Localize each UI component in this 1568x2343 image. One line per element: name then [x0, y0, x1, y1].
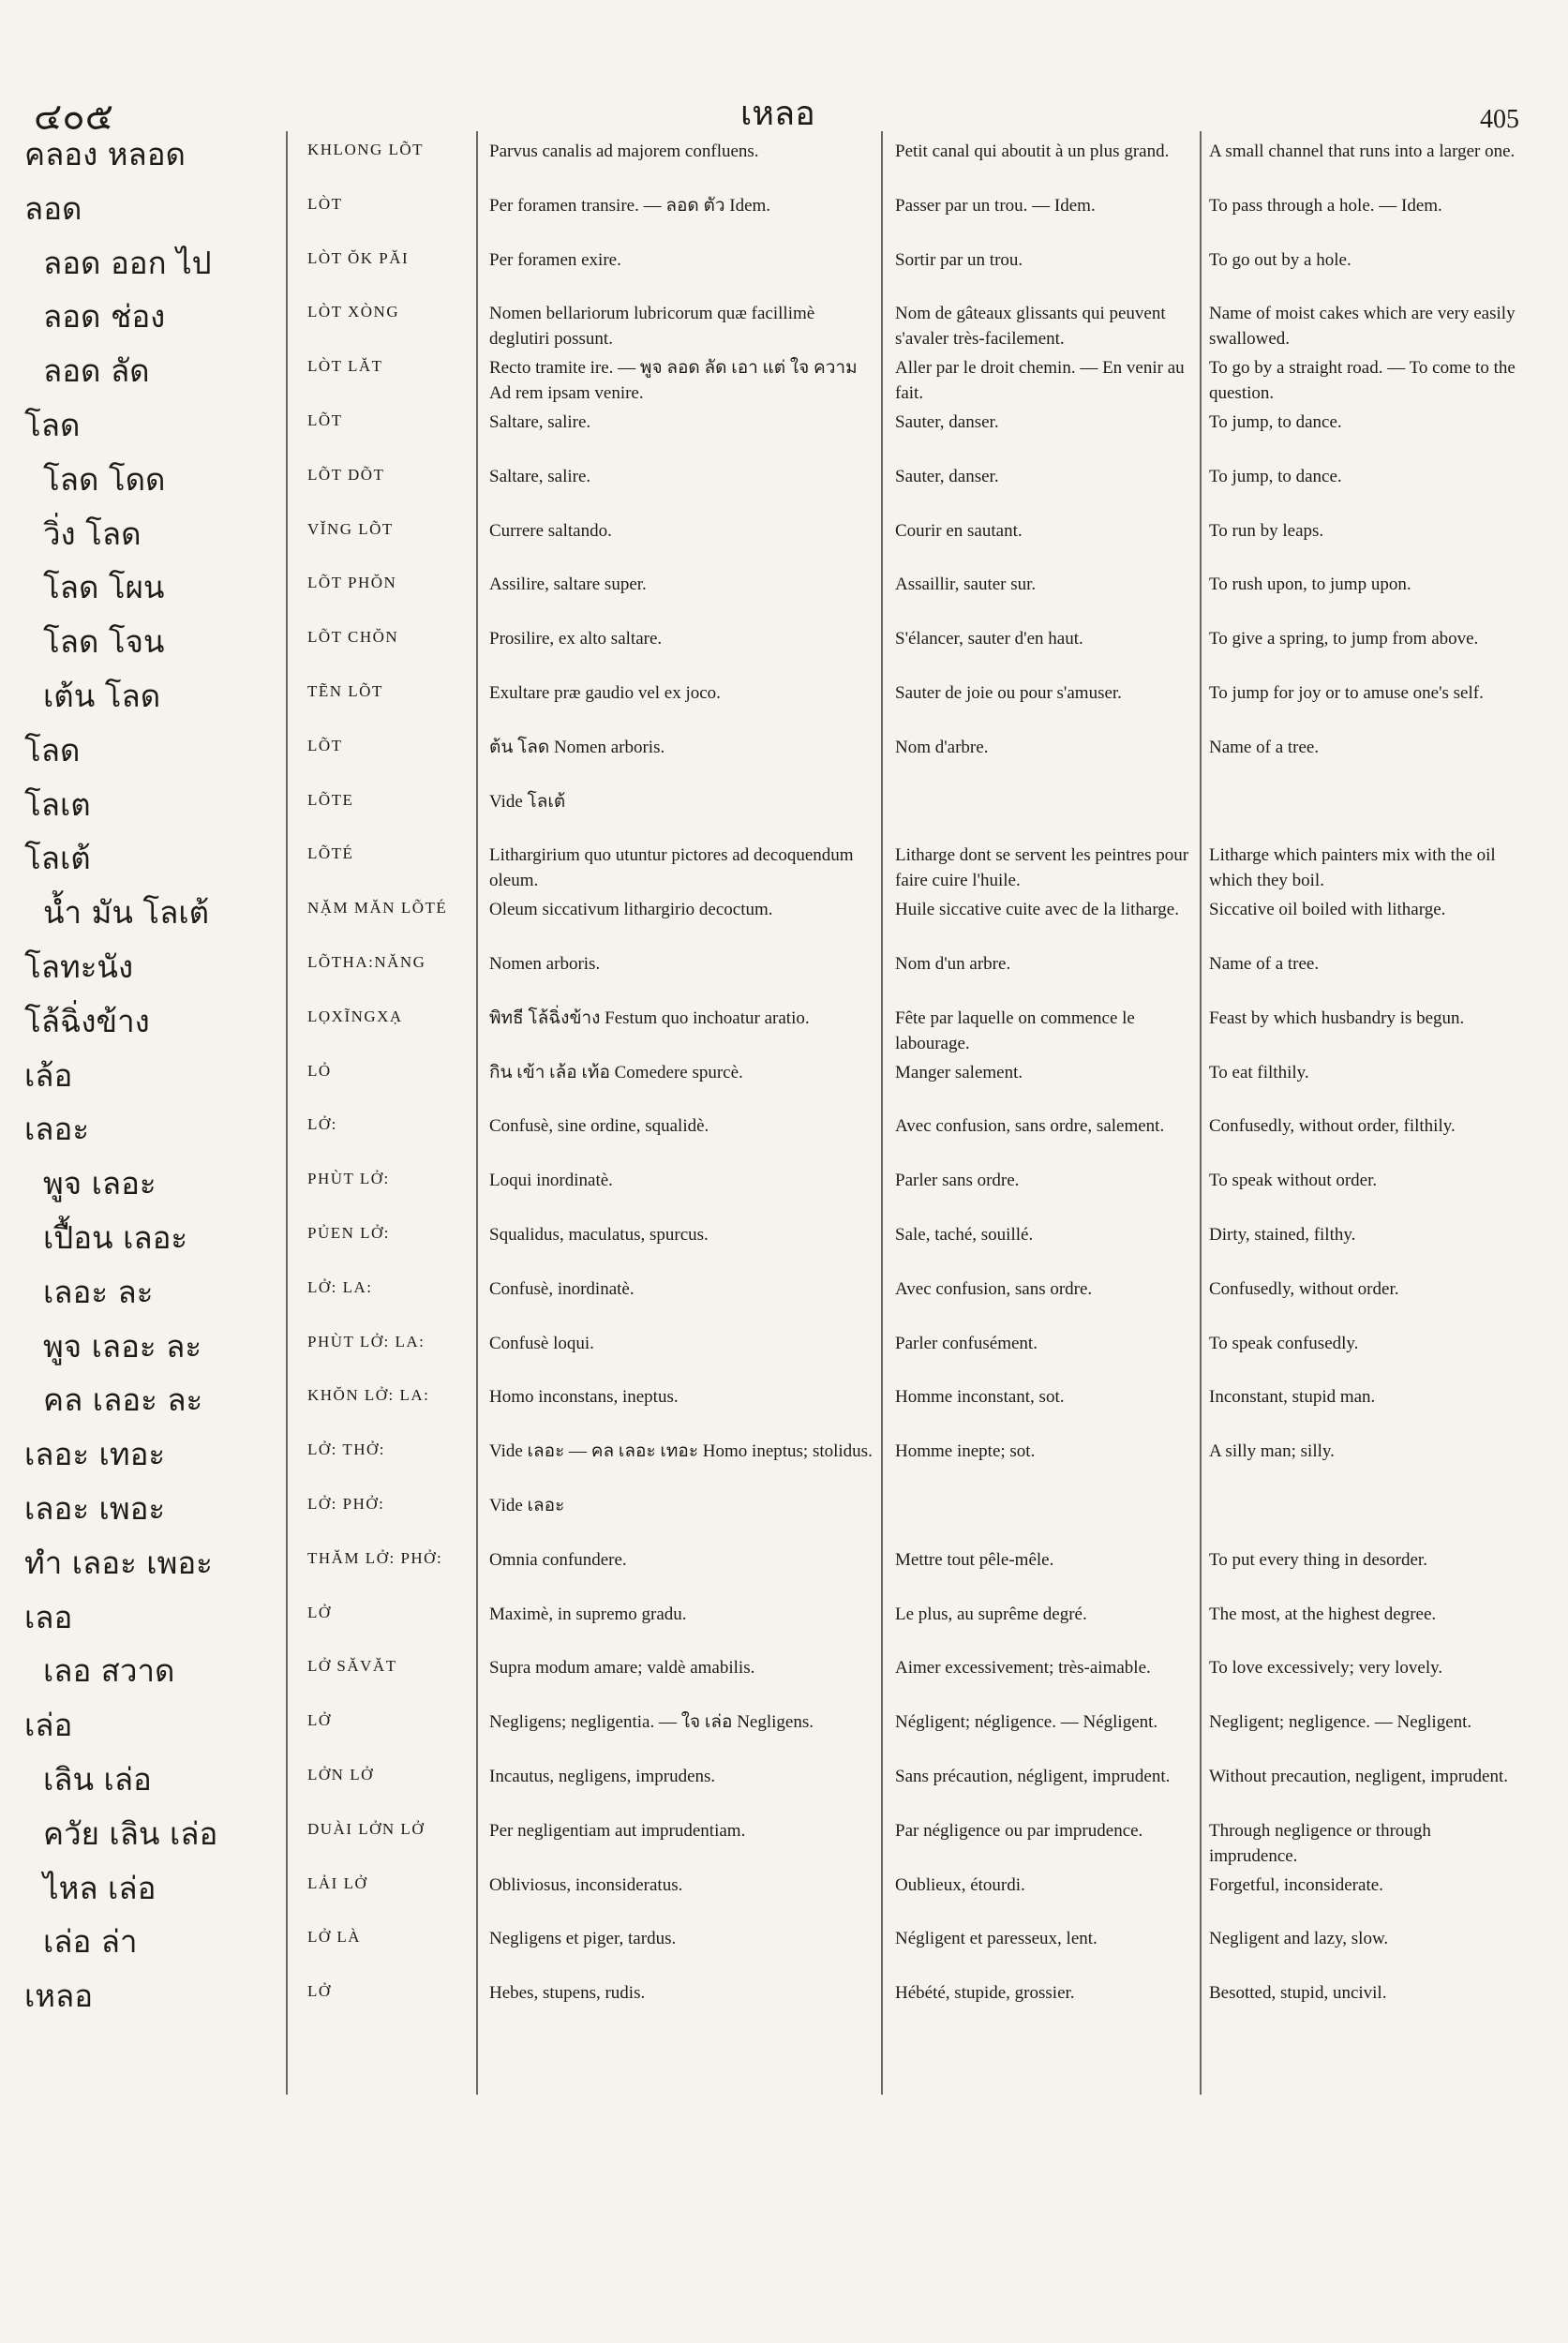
romanization: DUÀI LỞN LỞ	[307, 1819, 426, 1838]
romanization: LÒT ŎK PĂI	[307, 248, 410, 267]
dictionary-entry	[0, 780, 1568, 834]
english-definition: To go out by a hole.	[1209, 249, 1351, 270]
dictionary-entry	[0, 1484, 1568, 1538]
thai-headword: น้ำ มัน โลเต้	[43, 894, 210, 932]
french-definition: Nom de gâteaux glissants qui peuvent s'avaler très-facilement.	[895, 304, 1166, 350]
romanization: LÒT LĂT	[307, 357, 383, 376]
dictionary-entry	[0, 833, 1568, 891]
english-definition: To go by a straight road. — To come to the question.	[1209, 358, 1516, 404]
latin-definition: Omnia confundere.	[489, 1549, 627, 1570]
romanization: LÕT DÕT	[307, 465, 385, 484]
latin-definition: Nomen bellariorum lubricorum quæ facillimè deglutiri possunt.	[489, 304, 815, 350]
dictionary-entry	[0, 400, 1568, 455]
english-definition: Negligent; negligence. — Negligent.	[1209, 1712, 1472, 1733]
english-definition: Confusedly, without order.	[1209, 1278, 1399, 1299]
romanization: KHŎN LỞ: LA:	[307, 1386, 430, 1405]
english-definition: Name of moist cakes which are very easily swallowed.	[1209, 304, 1516, 350]
latin-definition: Nomen arboris.	[489, 954, 601, 974]
thai-headword: คลอง หลอด	[24, 136, 186, 172]
dictionary-entry	[0, 129, 1568, 184]
english-definition: To speak without order.	[1209, 1171, 1378, 1191]
romanization: THĂM LỞ: PHỞ:	[307, 1548, 443, 1567]
page-number: 405	[1480, 105, 1519, 134]
latin-definition: Squalidus, maculatus, spurcus.	[489, 1225, 709, 1245]
english-definition: Confusedly, without order, filthily.	[1209, 1116, 1456, 1137]
french-definition: Sauter, danser.	[895, 466, 999, 486]
romanization: VǏNG LÕT	[307, 519, 394, 538]
thai-headword: ควัย เลิน เล่อ	[43, 1814, 218, 1852]
french-definition: Huile siccative cuite avec de la litharge.	[895, 900, 1179, 920]
thai-headword: เลอ สวาด	[43, 1652, 175, 1690]
french-definition: Oublieux, étourdi.	[895, 1874, 1025, 1895]
romanization: TẼN LÕT	[307, 682, 383, 700]
latin-definition: Confusè, sine ordine, squalidè.	[489, 1116, 709, 1137]
romanization: LỌXĨNGXẠ	[307, 1007, 403, 1025]
french-definition: Avec confusion, sans ordre, salement.	[895, 1116, 1165, 1137]
english-definition: Siccative oil boiled with litharge.	[1209, 900, 1446, 920]
english-definition: A silly man; silly.	[1209, 1441, 1335, 1462]
latin-definition: Per foramen exire.	[489, 249, 621, 270]
dictionary-entry	[0, 1971, 1568, 2025]
english-definition: To love excessively; very lovely.	[1209, 1658, 1443, 1679]
english-definition: Name of a tree.	[1209, 737, 1320, 757]
thai-headword: คล เลอะ ละ	[43, 1381, 203, 1419]
thai-headword: ไหล เล่อ	[43, 1869, 157, 1906]
french-definition: Sauter de joie ou pour s'amuser.	[895, 683, 1122, 703]
french-definition: Litharge dont se servent les peintres pour faire cuire l'huile.	[895, 845, 1189, 891]
dictionary-entry	[0, 888, 1568, 942]
english-definition: To jump for joy or to amuse one's self.	[1209, 683, 1484, 703]
romanization: PHÙT LỞ: LA:	[307, 1332, 426, 1351]
dictionary-entry	[0, 1213, 1568, 1267]
thai-headword: วิ่ง โลด	[43, 515, 142, 552]
latin-definition: Confusè, inordinatè.	[489, 1278, 635, 1299]
latin-definition: Loqui inordinatè.	[489, 1171, 613, 1191]
romanization: LÕTHA:NĂNG	[307, 953, 426, 971]
latin-definition: Lithargirium quo utuntur pictores ad decoquendum oleum.	[489, 845, 854, 891]
romanization: PHÙT LỞ:	[307, 1170, 390, 1188]
thai-headword: พูจ เลอะ	[43, 1165, 157, 1202]
romanization: LỞ LÀ	[307, 1928, 362, 1947]
english-definition: To rush upon, to jump upon.	[1209, 575, 1411, 595]
latin-definition: Assilire, saltare super.	[489, 575, 647, 595]
thai-headword: เลอะ เทอะ	[24, 1436, 166, 1473]
dictionary-entry	[0, 455, 1568, 509]
english-definition: Feast by which husbandry is begun.	[1209, 1007, 1465, 1028]
french-definition: Par négligence ou par imprudence.	[895, 1820, 1143, 1841]
dictionary-entry	[0, 1754, 1568, 1809]
dictionary-entry	[0, 942, 1568, 996]
english-definition: To jump, to dance.	[1209, 466, 1342, 486]
dictionary-entry	[0, 1321, 1568, 1376]
romanization: LẢI LỞ	[307, 1873, 368, 1892]
romanization: LÕTE	[307, 790, 354, 809]
thai-headword: เลอะ ละ	[43, 1273, 154, 1310]
latin-definition: Per negligentiam aut imprudentiam.	[489, 1820, 746, 1841]
latin-definition: Per foramen transire. — ลอด ตัว Idem.	[489, 195, 771, 216]
english-definition: The most, at the highest degree.	[1209, 1604, 1437, 1624]
french-definition: Sans précaution, négligent, imprudent.	[895, 1767, 1171, 1786]
english-definition: Name of a tree.	[1209, 954, 1320, 974]
thai-headword: โลด โจน	[43, 623, 165, 661]
french-definition: Nom d'arbre.	[895, 737, 989, 757]
english-definition: To speak confusedly.	[1209, 1333, 1359, 1353]
romanization: LỞ	[307, 1711, 332, 1730]
thai-headword: เลอ	[24, 1598, 73, 1635]
french-definition: Mettre tout pêle-mêle.	[895, 1549, 1054, 1570]
thai-headword: โลด	[24, 407, 81, 443]
latin-definition: พิทธี โล้ฉิ่งข้าง Festum quo inchoatur aratio.	[489, 1007, 810, 1028]
latin-definition: Currere saltando.	[489, 520, 612, 541]
thai-headword: ลอด ลัด	[43, 352, 150, 390]
english-definition: Through negligence or through imprudence.	[1209, 1820, 1431, 1866]
romanization: LÕT	[307, 736, 343, 754]
romanization: LÕTÉ	[307, 844, 354, 863]
thai-headword: เหลอ	[24, 1977, 94, 2015]
thai-headword: เล่อ ล่า	[43, 1923, 138, 1961]
thai-headword: โลทะนัง	[24, 948, 134, 985]
thai-page-number: ๔๐๕	[34, 96, 113, 139]
french-definition: S'élancer, sauter d'en haut.	[895, 629, 1083, 649]
latin-definition: กิน เข้า เล้อ เท้อ Comedere spurcè.	[489, 1062, 743, 1082]
french-definition: Courir en sautant.	[895, 520, 1023, 541]
french-definition: Hébété, stupide, grossier.	[895, 1983, 1075, 2004]
romanization: LÕT PHŎN	[307, 574, 397, 592]
english-definition: To pass through a hole. — Idem.	[1209, 195, 1442, 216]
romanization: LỎ	[307, 1061, 332, 1080]
french-definition: Aller par le droit chemin. — En venir au fait.	[895, 358, 1185, 404]
french-definition: Le plus, au suprême degré.	[895, 1604, 1087, 1624]
dictionary-entry	[0, 1863, 1568, 1918]
dictionary-entry	[0, 1646, 1568, 1700]
romanization: LỞ SĂVĂT	[307, 1657, 397, 1676]
thai-headword: ลอด ช่อง	[43, 298, 166, 336]
latin-definition: Negligens; negligentia. — ใจ เล่อ Negligens.	[489, 1712, 814, 1733]
dictionary-entry	[0, 1051, 1568, 1105]
romanization: LÕT CHŎN	[307, 628, 399, 647]
latin-definition: Vide เลอะ — คล เลอะ เทอะ Homo ineptus; stolidus.	[489, 1441, 873, 1462]
dictionary-entry	[0, 1538, 1568, 1592]
romanization: LỞ	[307, 1603, 332, 1621]
dictionary-entry	[0, 184, 1568, 238]
latin-definition: Oleum siccativum lithargirio decoctum.	[489, 900, 773, 920]
latin-definition: Supra modum amare; valdè amabilis.	[489, 1658, 755, 1679]
romanization: LỞN LỞ	[307, 1766, 374, 1783]
dictionary-entry	[0, 562, 1568, 617]
thai-headword: โลด โผน	[43, 569, 165, 606]
english-definition: Negligent and lazy, slow.	[1209, 1929, 1389, 1949]
thai-headword: โลด โดด	[43, 460, 166, 498]
latin-definition: Incautus, negligens, imprudens.	[489, 1767, 716, 1786]
french-definition: Négligent et paresseux, lent.	[895, 1929, 1098, 1949]
romanization: KHLONG LÕT	[307, 141, 425, 158]
french-definition: Assaillir, sauter sur.	[895, 575, 1037, 595]
thai-headword: โลเต	[24, 785, 91, 823]
dictionary-entry	[0, 1104, 1568, 1158]
dictionary-entry	[0, 1700, 1568, 1754]
latin-definition: Homo inconstans, ineptus.	[489, 1387, 679, 1408]
latin-definition: Vide เลอะ	[489, 1496, 565, 1515]
dictionary-entry	[0, 238, 1568, 292]
french-definition: Avec confusion, sans ordre.	[895, 1278, 1093, 1299]
french-definition: Parler sans ordre.	[895, 1171, 1020, 1191]
dictionary-entry	[0, 996, 1568, 1051]
dictionary-entry	[0, 1267, 1568, 1321]
dictionary-entry	[0, 1429, 1568, 1484]
french-definition: Parler confusément.	[895, 1333, 1038, 1353]
latin-definition: Exultare præ gaudio vel ex joco.	[489, 683, 721, 703]
running-headword: เหลอ	[740, 95, 815, 133]
thai-headword: เปื้อน เลอะ	[43, 1219, 188, 1256]
english-definition: Without precaution, negligent, imprudent.	[1209, 1767, 1508, 1786]
latin-definition: Recto tramite ire. — พูจ ลอด ลัด เอา แต่ ใจ ความ Ad rem ipsam venire.	[489, 358, 858, 404]
latin-definition: Negligens et piger, tardus.	[489, 1929, 677, 1949]
dictionary-entry	[0, 725, 1568, 780]
romanization: NẶM MĂN LÕTÉ	[307, 899, 448, 918]
french-definition: Homme inconstant, sot.	[895, 1387, 1065, 1408]
dictionary-entry	[0, 346, 1568, 404]
thai-headword: เต้น โลด	[43, 678, 161, 714]
french-definition: Homme inepte; sot.	[895, 1441, 1036, 1462]
english-definition: Besotted, stupid, uncivil.	[1209, 1983, 1387, 2004]
english-definition: A small channel that runs into a larger one.	[1209, 142, 1516, 161]
thai-headword: ลอด	[24, 189, 82, 227]
dictionary-entry	[0, 509, 1568, 563]
romanization: LỞ:	[307, 1115, 337, 1134]
latin-definition: Maximè, in supremo gradu.	[489, 1604, 687, 1624]
dictionary-entry	[0, 1809, 1568, 1866]
thai-headword: เลอะ เพอะ	[24, 1490, 166, 1527]
latin-definition: Hebes, stupens, rudis.	[489, 1983, 646, 2004]
thai-headword: เล้อ	[24, 1056, 73, 1094]
romanization: LỞ	[307, 1982, 332, 2001]
romanization: LỞ: THỞ:	[307, 1440, 385, 1459]
thai-headword: โลเต้	[24, 840, 91, 877]
english-definition: To put every thing in desorder.	[1209, 1549, 1427, 1570]
thai-headword: พูจ เลอะ ละ	[43, 1327, 202, 1365]
french-definition: Sauter, danser.	[895, 412, 999, 432]
dictionary-entry	[0, 671, 1568, 725]
thai-headword: โลด	[24, 731, 81, 769]
french-definition: Sortir par un trou.	[895, 249, 1023, 270]
english-definition: To give a spring, to jump from above.	[1209, 629, 1479, 649]
romanization: LÕT	[307, 411, 343, 429]
latin-definition: Vide โลเต้	[489, 791, 566, 812]
french-definition: Petit canal qui aboutit à un plus grand.	[895, 142, 1170, 161]
thai-headword: เล่อ	[24, 1707, 73, 1744]
french-definition: Nom d'un arbre.	[895, 954, 1011, 974]
french-definition: Sale, taché, souillé.	[895, 1225, 1034, 1245]
dictionary-entry	[0, 1158, 1568, 1213]
latin-definition: Confusè loqui.	[489, 1333, 594, 1353]
french-definition: Fête par laquelle on commence le labourage.	[895, 1007, 1135, 1053]
romanization: LỞ: LA:	[307, 1277, 373, 1296]
romanization: PỦEN LỞ:	[307, 1224, 391, 1242]
english-definition: To eat filthily.	[1209, 1062, 1309, 1082]
english-definition: Dirty, stained, filthy.	[1209, 1225, 1356, 1245]
thai-headword: ลอด ออก ไป	[43, 244, 212, 281]
dictionary-entry	[0, 1592, 1568, 1647]
english-definition: To run by leaps.	[1209, 520, 1324, 541]
thai-headword: โล้ฉิ่งข้าง	[24, 1002, 150, 1039]
french-definition: Passer par un trou. — Idem.	[895, 195, 1096, 216]
latin-definition: Saltare, salire.	[489, 412, 591, 432]
romanization: LỞ: PHỞ:	[307, 1495, 385, 1513]
english-definition: Forgetful, inconsiderate.	[1209, 1874, 1383, 1895]
dictionary-entry	[0, 291, 1568, 350]
thai-headword: เลิน เล่อ	[43, 1761, 152, 1798]
french-definition: Négligent; négligence. — Négligent.	[895, 1712, 1158, 1733]
english-definition: Litharge which painters mix with the oil which they boil.	[1209, 845, 1496, 891]
romanization: LÒT XÒNG	[307, 303, 400, 321]
dictionary-entry	[0, 617, 1568, 671]
english-definition: Inconstant, stupid man.	[1209, 1387, 1376, 1408]
french-definition: Aimer excessivement; très-aimable.	[895, 1658, 1151, 1679]
thai-headword: เลอะ	[24, 1111, 90, 1148]
english-definition: To jump, to dance.	[1209, 412, 1342, 432]
romanization: LÒT	[307, 194, 343, 213]
thai-headword: ทำ เลอะ เพอะ	[24, 1544, 213, 1581]
dictionary-entry	[0, 1917, 1568, 1971]
dictionary-entry	[0, 1375, 1568, 1429]
latin-definition: Prosilire, ex alto saltare.	[489, 629, 663, 649]
latin-definition: Parvus canalis ad majorem confluens.	[489, 142, 759, 161]
latin-definition: Obliviosus, inconsideratus.	[489, 1874, 683, 1895]
latin-definition: ต้น โลด Nomen arboris.	[489, 737, 665, 757]
french-definition: Manger salement.	[895, 1062, 1023, 1082]
latin-definition: Saltare, salire.	[489, 466, 591, 486]
